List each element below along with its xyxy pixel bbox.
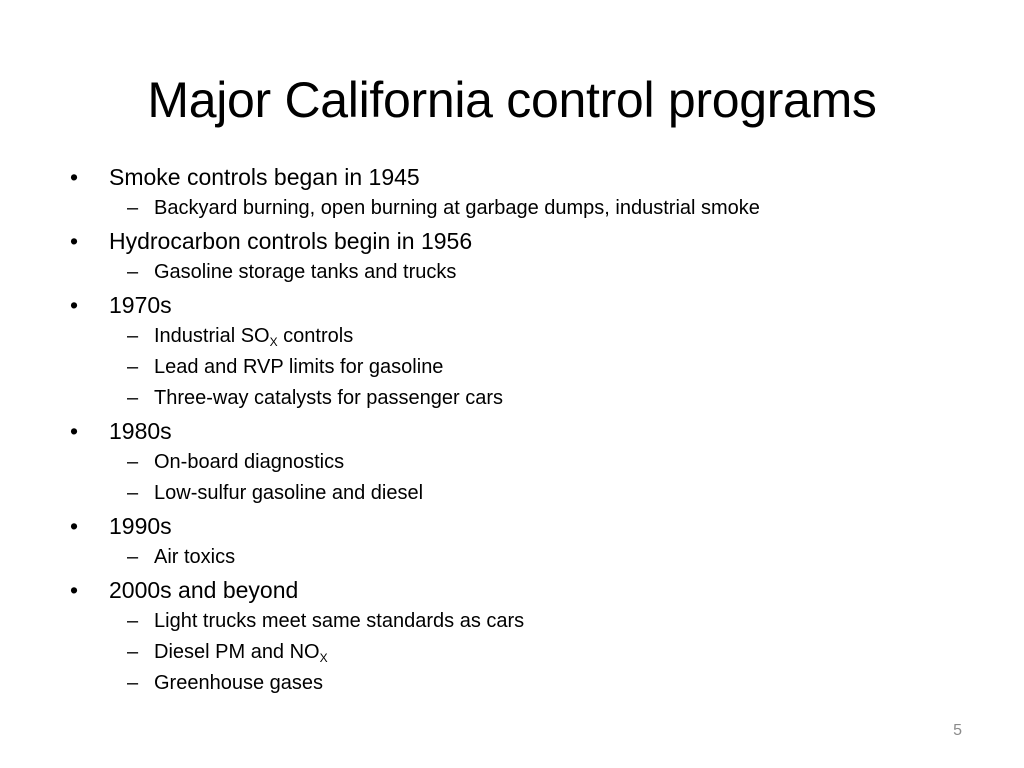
- sub-bullet-text-pre: Industrial SO: [154, 325, 270, 347]
- sub-bullet-item: [70, 478, 970, 509]
- slide-title: Major California control programs: [147, 72, 877, 128]
- dash-icon: –: [127, 451, 139, 473]
- subscript: X: [269, 335, 278, 349]
- bullet-item: [70, 225, 970, 257]
- sub-bullet-text: Air toxics: [154, 546, 236, 568]
- bullet-dot-icon: •: [70, 292, 79, 318]
- sub-bullet-item: [70, 193, 970, 224]
- sub-bullet-item: [70, 352, 970, 383]
- bullet-text: 2000s and beyond: [109, 577, 299, 603]
- bullet-dot-icon: •: [70, 228, 79, 254]
- sub-bullet-item: [70, 668, 970, 699]
- sub-bullet-item: [70, 637, 970, 668]
- dash-icon: –: [127, 672, 139, 694]
- bullet-item: [70, 289, 970, 321]
- bullet-dot-icon: •: [70, 418, 79, 444]
- bullet-dot-icon: •: [70, 164, 79, 190]
- dash-icon: –: [127, 325, 139, 347]
- sub-bullet-item: [70, 383, 970, 414]
- sub-bullet-item: [70, 321, 970, 352]
- sub-bullet-text: Greenhouse gases: [154, 672, 324, 694]
- sub-bullet-item: [70, 606, 970, 637]
- sub-bullet-text: Gasoline storage tanks and trucks: [154, 261, 457, 283]
- sub-bullet-text: Backyard burning, open burning at garbage dumps, industrial smoke: [154, 197, 760, 219]
- bullet-item: [70, 161, 970, 193]
- sub-bullet-text: Low-sulfur gasoline and diesel: [154, 482, 424, 504]
- sub-bullet-text: On-board diagnostics: [154, 451, 345, 473]
- bullet-text: 1970s: [109, 292, 172, 318]
- dash-icon: –: [127, 482, 139, 504]
- sub-bullet-item: [70, 257, 970, 288]
- bullet-item: [70, 574, 970, 606]
- bullet-text: 1990s: [109, 513, 172, 539]
- sub-bullet-item: [70, 542, 970, 573]
- bullet-text: Smoke controls began in 1945: [109, 164, 420, 190]
- bullet-dot-icon: •: [70, 577, 79, 603]
- dash-icon: –: [127, 261, 139, 283]
- sub-bullet-item: [70, 447, 970, 478]
- sub-bullet-text: Lead and RVP limits for gasoline: [154, 356, 444, 378]
- page-number: 5: [953, 722, 962, 739]
- dash-icon: –: [127, 197, 139, 219]
- subscript: X: [319, 651, 328, 665]
- bullet-dot-icon: •: [70, 513, 79, 539]
- bullet-text: Hydrocarbon controls begin in 1956: [109, 228, 473, 254]
- dash-icon: –: [127, 387, 139, 409]
- bullet-item: [70, 510, 970, 542]
- bullet-item: [70, 415, 970, 447]
- dash-icon: –: [127, 356, 139, 378]
- sub-bullet-text-post: controls: [277, 325, 354, 347]
- bullet-text: 1980s: [109, 418, 172, 444]
- dash-icon: –: [127, 641, 139, 663]
- sub-bullet-text-pre: Diesel PM and NO: [154, 641, 320, 663]
- sub-bullet-text: Light trucks meet same standards as cars: [154, 610, 525, 632]
- dash-icon: –: [127, 546, 139, 568]
- sub-bullet-text: Three-way catalysts for passenger cars: [154, 387, 504, 409]
- dash-icon: –: [127, 610, 139, 632]
- bullet-list: [70, 160, 970, 699]
